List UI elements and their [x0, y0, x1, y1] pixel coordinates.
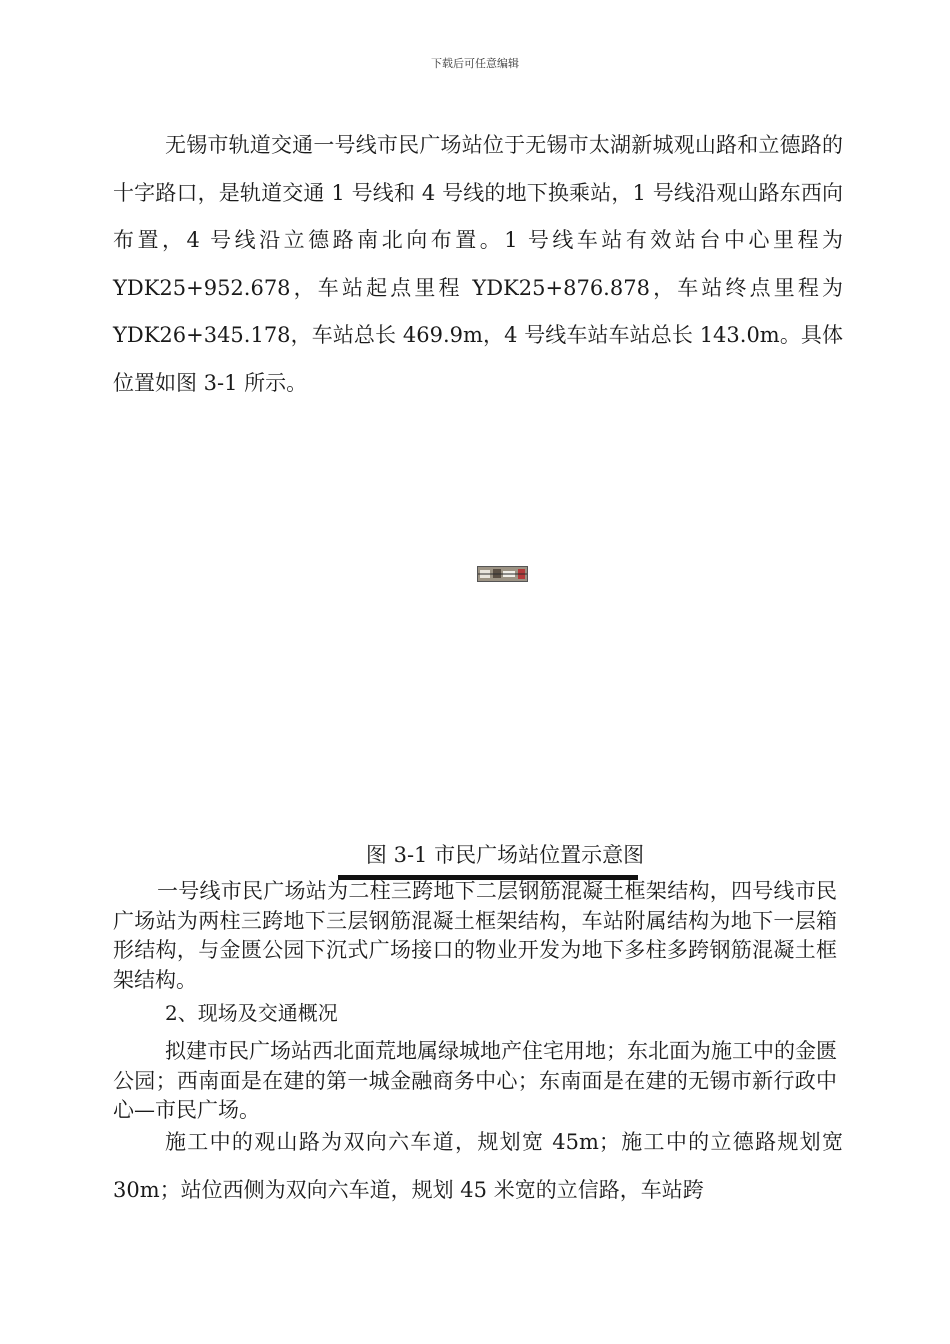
page-header-note: 下载后可任意编辑	[431, 57, 519, 70]
traffic-paragraph: 施工中的观山路为双向六车道，规划宽 45m；施工中的立德路规划宽 30m；站位西侧为双向六车道，规划 45 米宽的立信路，车站跨	[113, 1130, 843, 1202]
section-heading: 2、现场及交通概况	[165, 1001, 338, 1025]
site-paragraph: 拟建市民广场站西北面荒地属绿城地产住宅用地；东北面为施工中的金匮公园；西南面是在建的第一城金融商务中心；东南面是在建的无锡市新行政中心—市民广场。	[113, 1039, 837, 1122]
figure-caption: 图 3-1 市民广场站位置示意图	[365, 843, 645, 867]
intro-paragraph: 无锡市轨道交通一号线市民广场站位于无锡市太湖新城观山路和立德路的十字路口，是轨道交通 1 号线和 4 号线的地下换乘站，1 号线沿观山路东西向布置，4 号线沿立德路南北向布置。1 号线车站有效站台中心里程为 YDK25+952.678，车站起点里程 YDK25+876.878，车站终点里程为 YDK26+345.178，车站总长 469.9m，4 号线车站车站总长 143.0m。具体位置如图 3-1 所示。	[113, 133, 843, 395]
map-thumbnail-icon	[478, 567, 527, 581]
structure-paragraph: 一号线市民广场站为二柱三跨地下二层钢筋混凝土框架结构，四号线市民广场站为两柱三跨地下三层钢筋混凝土框架结构，车站附属结构为地下一层箱形结构，与金匮公园下沉式广场接口的物业开发为地下多柱多跨钢筋混凝土框架结构。	[113, 879, 837, 992]
location-map-thumbnail	[477, 566, 528, 582]
